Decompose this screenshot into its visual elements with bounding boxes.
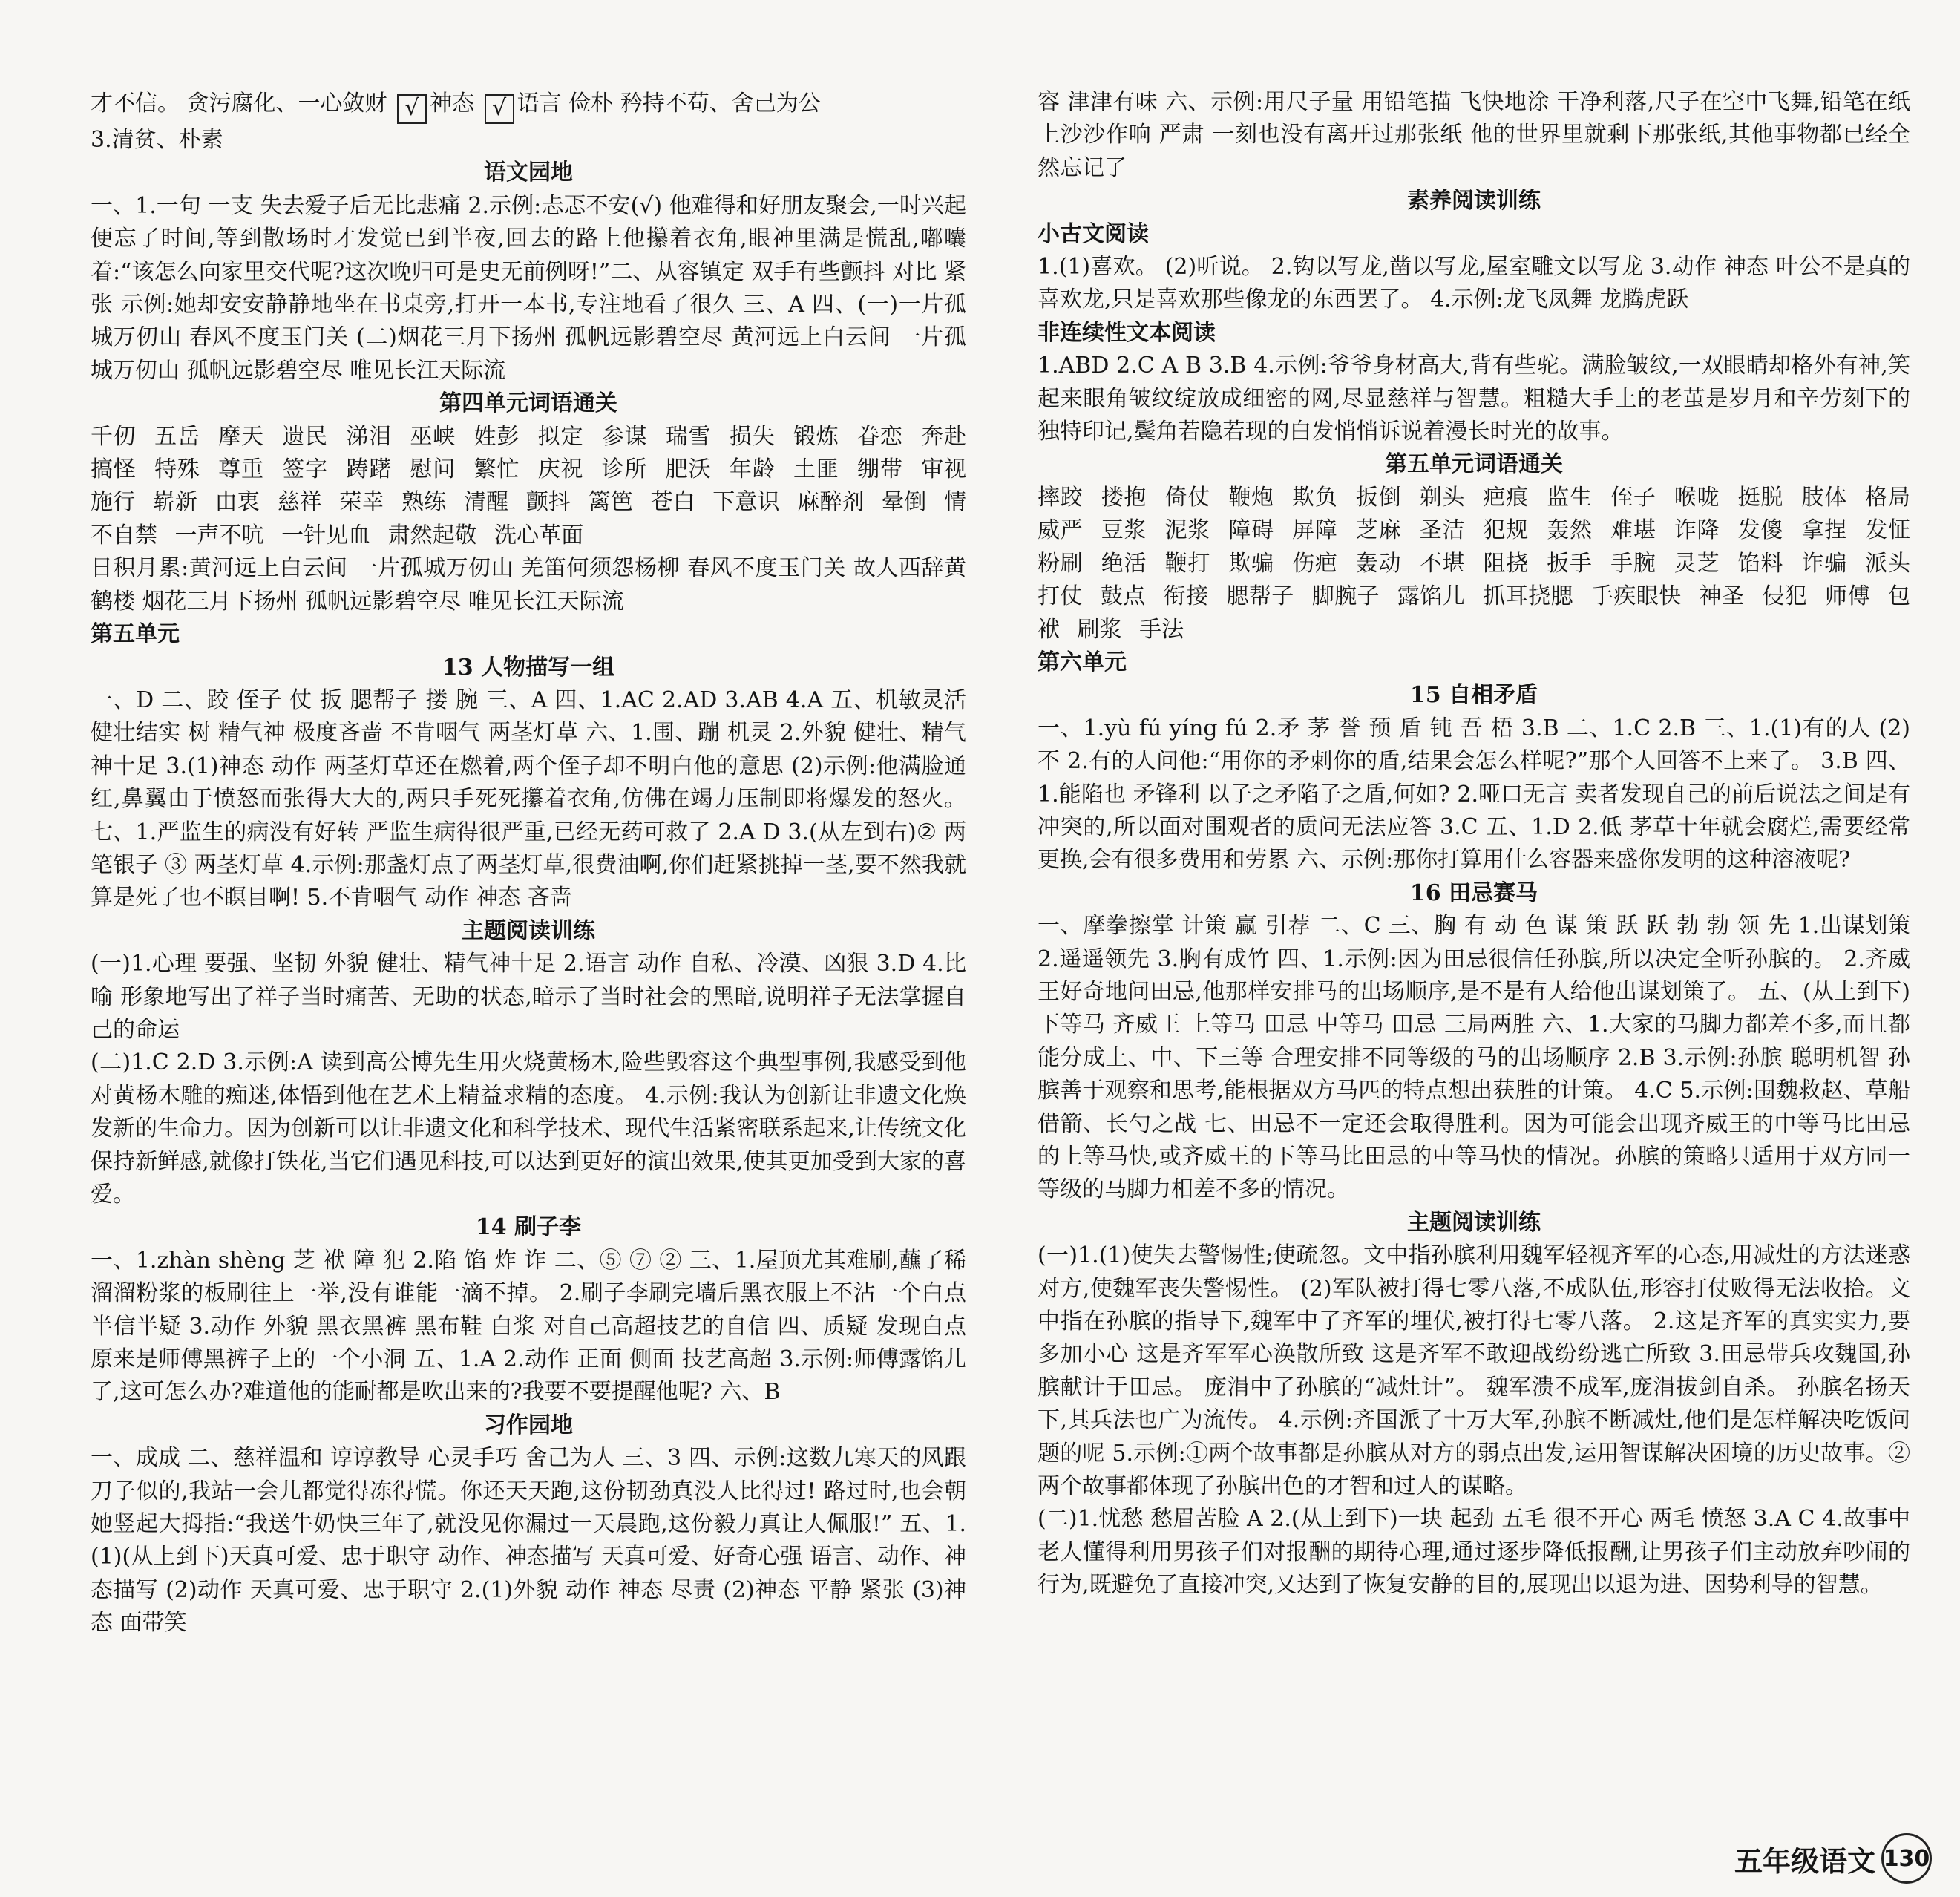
answer-paragraph: 3.清贫、朴素: [91, 127, 223, 153]
checkbox-checked-icon: √: [485, 94, 514, 124]
section-heading: 第四单元词语通关: [439, 390, 617, 417]
section-heading: 主题阅读训练: [1407, 1209, 1541, 1236]
section-heading: 14 刷子李: [475, 1214, 582, 1241]
section-heading: 13 人物描写一组: [442, 654, 615, 681]
answer-column-right: [1038, 86, 1910, 1602]
answer-paragraph: 一、D 二、跤 侄子 仗 扳 腮帮子 搂 腕 三、A 四、1.AC 2.AD 3.AB 4.A 五、机敏灵活 健壮结实 树 精气神 极度吝啬 不肯咽气 两茎灯草 六、1.围、蹦 机灵 2.外貌 健壮、精气神十足 3.(1)神态 动作 两茎灯草还在燃着,两个侄子却不明白他的意思 (2)示例:他满脸通红,鼻翼由于愤怒而张得大大的,两只手死死攥着衣角,仿佛在竭力压制即将爆发的怒火。 七、1.严监生的病没有好转 严监生病得很严重,已经无药可救了 2.A D 3.(从左到右)② 两笔银子 ③ 两茎灯草 4.示例:那盏灯点了两茎灯草,很费油啊,你们赶紧挑掉一茎,要不然我就算是死了也不瞑目啊! 5.不肯咽气 动作 神态 吝啬: [91, 687, 966, 911]
answer-paragraph: (一)1.心理 要强、坚韧 外貌 健壮、精气神十足 2.语言 动作 自私、冷漠、凶狠 3.D 4.比喻 形象地写出了祥子当时痛苦、无助的状态,暗示了当时社会的黑暗,说明祥子无法掌握自己的命运: [91, 951, 966, 1043]
answer-paragraph: 一、1.zhàn shèng 芝 袱 障 犯 2.陷 馅 炸 诈 二、⑤ ⑦ ② 三、1.屋顶尤其难刷,蘸了稀溜溜粉浆的板刷往上一举,没有谁能一滴不掉。 2.刷子李刷完墙后黑衣服上不沾一个白点 半信半疑 3.动作 外貌 黑衣黑裤 黑布鞋 白浆 对自己高超技艺的自信 四、质疑 发现白点原来是师傅黑裤子上的一个小洞 五、1.A 2.动作 正面 侧面 技艺高超 3.示例:师傅露馅儿了,这可怎么办?难道他的能耐都是吹出来的?我要不要提醒他呢? 六、B: [91, 1247, 966, 1406]
answer-paragraph: 一、1.yù fú yíng fú 2.矛 茅 誉 预 盾 钝 吾 梧 3.B 二、1.C 2.B 三、1.(1)有的人 (2)不 2.有的人问他:“用你的矛刺你的盾,结果会怎么样呢?”那个人回答不上来了。 3.B 四、1.能陷也 矛锋利 以子之矛陷子之盾,何如? 2.哑口无言 卖者发现自己的前后说法之间是有冲突的,所以面对围观者的质问无法应答 3.C 五、1.D 2.低 茅草十年就会腐烂,需要经常更换,会有很多费用和劳累 六、示例:那你打算用什么容器来盛你发明的这种溶液呢?: [1038, 715, 1910, 874]
section-heading: 习作园地: [484, 1412, 573, 1438]
section-heading: 15 自相矛盾: [1409, 682, 1538, 709]
answer-paragraph: 日积月累:黄河远上白云间 一片孤城万仞山 羌笛何须怨杨柳 春风不度玉门关 故人西辞黄鹤楼 烟花三月下扬州 孤帆远影碧空尽 唯见长江天际流: [91, 555, 966, 615]
answer-text: 神态: [430, 91, 482, 117]
vocabulary-list: 千仞 五岳 摩天 遗民 涕泪 巫峡 姓彭 拟定 参谋 瑞雪 损失 锻炼 眷恋 奔赴 搞怪 特殊 尊重 签字 踌躇 慰问 繁忙 庆祝 诊所 肥沃 年龄 土匪 绷带 审视 施行 崭新 由衷 慈祥 荣幸 熟练 清醒 颤抖 篱笆 苍白 下意识 麻醉剂 晕倒 情不自禁 一声不吭 一针见血 肃然起敬 洗心革面: [91, 423, 967, 548]
unit-heading: 非连续性文本阅读: [1038, 319, 1216, 346]
page-footer: [1734, 1833, 1932, 1884]
vocabulary-list: 摔跤 搂抱 倚仗 鞭炮 欺负 扳倒 剃头 疤痕 监生 侄子 喉咙 挺脱 肢体 格局 威严 豆浆 泥浆 障碍 屏障 芝麻 圣洁 犯规 轰然 难堪 诈降 发傻 拿捏 发怔 粉刷 绝活 鞭打 欺骗 伤疤 轰动 不堪 阻挠 扳手 手腕 灵芝 馅料 诈骗 派头 打仗 鼓点 衔接 腮帮子 脚腕子 露馅儿 抓耳挠腮 手疾眼快 神圣 侵犯 师傅 包袱 刷浆 手法: [1038, 484, 1910, 643]
answer-text: 语言 俭朴 矜持不苟、舍己为公: [517, 91, 821, 117]
answer-paragraph: (二)1.忧愁 愁眉苦脸 A 2.(从上到下)一块 起劲 五毛 很不开心 两毛 愤怒 3.A C 4.故事中老人懂得利用男孩子们对报酬的期待心理,通过逐步降低报酬,让男孩子们主动放弃吵闹的行为,既避免了直接冲突,又达到了恢复安静的目的,展现出以退为进、因势利导的智慧。: [1038, 1506, 1910, 1599]
unit-heading: 第六单元: [1038, 649, 1127, 675]
section-heading: 语文园地: [484, 160, 573, 186]
answer-paragraph: 1.ABD 2.C A B 3.B 4.示例:爷爷身材高大,背有些驼。满脸皱纹,一双眼睛却格外有神,笑起来眼角皱纹绽放成细密的网,尽显慈祥与智慧。粗糙大手上的老茧是岁月和辛劳刻下的独特印记,鬓角若隐若现的白发悄悄诉说着漫长时光的故事。: [1038, 353, 1910, 445]
checkbox-checked-icon: √: [397, 94, 427, 124]
answer-paragraph: 1.(1)喜欢。 (2)听说。 2.钩以写龙,凿以写龙,屋室雕文以写龙 3.动作 神态 叶公不是真的喜欢龙,只是喜欢那些像龙的东西罢了。 4.示例:龙飞凤舞 龙腾虎跃: [1038, 254, 1910, 313]
answer-paragraph: 一、摩拳擦掌 计策 赢 引荐 二、C 三、胸 有 动 色 谋 策 跃 跃 勃 勃 领 先 1.出谋划策 2.遥遥领先 3.胸有成竹 四、1.示例:因为田忌很信任孙膑,所以决定全听孙膑的。 2.齐威王好奇地问田忌,他那样安排马的出场顺序,是不是有人给他出谋划策了。 五、(从上到下)下等马 齐威王 上等马 田忌 中等马 田忌 三局两胜 六、1.大家的马脚力都差不多,而且都能分成上、中、下三等 合理安排不同等级的马的出场顺序 2.B 3.示例:孙膑 聪明机智 孙膑善于观察和思考,能根据双方马匹的特点想出获胜的计策。 4.C 5.示例:围魏救赵、草船借箭、长勺之战 七、田忌不一定还会取得胜利。因为可能会出现齐威王的中等马比田忌的上等马快,或齐威王的下等马比田忌的中等马快的情况。孙膑的策略只适用于双方同一等级的马脚力相差不多的情况。: [1038, 913, 1910, 1203]
answer-column-left: [91, 88, 966, 1640]
section-heading: 16 田忌赛马: [1409, 879, 1538, 906]
section-heading: 主题阅读训练: [462, 917, 595, 944]
answer-paragraph: 容 津津有味 六、示例:用尺子量 用铅笔描 飞快地涂 干净利落,尺子在空中飞舞,铅笔在纸上沙沙作响 严肃 一刻也没有离开过那张纸 他的世界里就剩下那张纸,其他事物都已经全然忘记了: [1038, 89, 1910, 181]
section-heading: 素养阅读训练: [1407, 188, 1541, 214]
answer-paragraph: 一、成成 二、慈祥温和 谆谆教导 心灵手巧 舍己为人 三、3 四、示例:这数九寒天的风跟刀子似的,我站一会儿都觉得冻得慌。你还天天跑,这份韧劲真没人比得过! 路过时,也会朝她竖起大拇指:“我送牛奶快三年了,就没见你漏过一天晨跑,这份毅力真让人佩服!” 五、1.(1)(从上到下)天真可爱、忠于职守 动作、神态描写 天真可爱、好奇心强 语言、动作、神态描写 (2)动作 天真可爱、忠于职守 2.(1)外貌 动作 神态 尽责 (2)神态 平静 紧张 (3)神态 面带笑: [91, 1445, 966, 1636]
answer-text: 才不信。 贪污腐化、一心敛财: [91, 91, 395, 117]
answer-paragraph: [91, 88, 966, 124]
answer-paragraph: 一、1.一句 一支 失去爱子后无比悲痛 2.示例:忐忑不安(√) 他难得和好朋友聚会,一时兴起便忘了时间,等到散场时才发觉已到半夜,回去的路上他攥着衣角,眼神里满是慌乱,嘟囔着:“该怎么向家里交代呢?这次晚归可是史无前例呀!”二、从容镇定 双手有些颤抖 对比 紧张 示例:她却安安静静地坐在书桌旁,打开一本书,专注地看了很久 三、A 四、(一)一片孤城万仞山 春风不度玉门关 (二)烟花三月下扬州 孤帆远影碧空尽 黄河远上白云间 一片孤城万仞山 孤帆远影碧空尽 唯见长江天际流: [91, 192, 966, 384]
page-number: 130: [1881, 1833, 1932, 1884]
footer-label: 五年级语文: [1734, 1844, 1875, 1878]
unit-heading: 第五单元: [91, 621, 180, 648]
answer-paragraph: (一)1.(1)使失去警惕性;使疏忽。文中指孙膑利用魏军轻视齐军的心态,用减灶的方法迷惑对方,使魏军丧失警惕性。 (2)军队被打得七零八落,不成队伍,形容打仗败得无法收拾。文中指在孙膑的指导下,魏军中了齐军的埋伏,被打得七零八落。 2.这是齐军的真实实力,要多加小心 这是齐军军心涣散所致 这是齐军不敢迎战纷纷逃亡所致 3.田忌带兵攻魏国,孙膑献计于田忌。 庞涓中了孙膑的“减灶计”。 魏军溃不成军,庞涓拔剑自杀。 孙膑名扬天下,其兵法也广为流传。 4.示例:齐国派了十万大军,孙膑不断减灶,他们是怎样解决吃饭问题的呢 5.示例:①两个故事都是孙膑从对方的弱点出发,运用智谋解决困境的历史故事。②两个故事都体现了孙膑出色的才智和过人的谋略。: [1038, 1242, 1910, 1500]
unit-heading: 小古文阅读: [1038, 220, 1149, 247]
section-heading: 第五单元词语通关: [1385, 451, 1563, 478]
answer-paragraph: (二)1.C 2.D 3.示例:A 读到高公博先生用火烧黄杨木,险些毁容这个典型事例,我感受到他对黄杨木雕的痴迷,体悟到他在艺术上精益求精的态度。 4.示例:我认为创新让非遗文化焕发新的生命力。因为创新可以让非遗文化和科学技术、现代生活紧密联系起来,让传统文化保持新鲜感,就像打铁花,当它们遇见科技,可以达到更好的演出效果,使其更加受到大家的喜爱。: [91, 1049, 966, 1208]
